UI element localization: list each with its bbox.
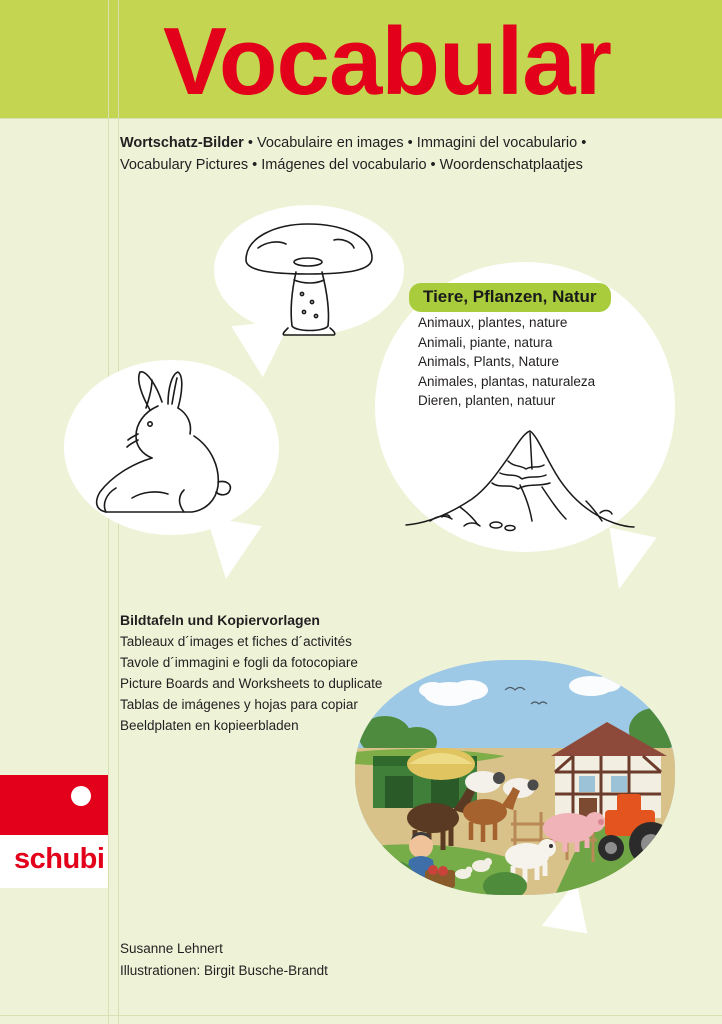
horizontal-rule-bottom	[0, 1015, 722, 1016]
formats-en: Picture Boards and Worksheets to duplicate	[120, 676, 383, 691]
farm-scene-illustration	[355, 660, 675, 895]
topic-translation-it: Animali, piante, natura	[418, 334, 553, 350]
formats-fr: Tableaux d´images et fiches d´activités	[120, 634, 352, 649]
subtitle-bold: Wortschatz-Bilder	[120, 135, 244, 151]
illustrator-name: Illustrationen: Birgit Busche-Brandt	[120, 963, 328, 978]
topic-badge: Tiere, Pflanzen, Natur	[409, 283, 611, 312]
credits-block	[120, 938, 328, 982]
formats-title: Bildtafeln und Kopiervorlagen	[120, 612, 320, 628]
mushroom-drawing	[238, 218, 388, 338]
logo-dot-icon	[71, 786, 91, 806]
publisher-logo-block	[0, 775, 108, 835]
topic-translations	[418, 313, 595, 411]
topic-translation-fr: Animaux, plantes, nature	[418, 315, 568, 330]
page-title: Vocabular	[163, 8, 612, 115]
formats-block	[120, 610, 382, 736]
author-name: Susanne Lehnert	[120, 941, 223, 956]
topic-translation-en: Animals, Plants, Nature	[418, 354, 560, 369]
subtitle-rest: • Vocabulaire en images • Immagini del vocabulario •	[243, 135, 587, 151]
formats-nl: Beeldplaten en kopieerbladen	[120, 718, 299, 733]
subtitle-line-1	[120, 132, 680, 154]
horizontal-rule-top	[0, 118, 722, 119]
topic-translation-nl: Dieren, planten, natuur	[418, 393, 556, 408]
subtitle-block	[120, 132, 680, 176]
publisher-name: schubi	[14, 843, 105, 875]
subtitle-line-2: Vocabulary Pictures • Imágenes del vocabulario • Woordenschatplaatjes	[120, 157, 583, 173]
formats-it: Tavole d´immagini e fogli da fotocopiare	[120, 655, 358, 670]
hare-drawing	[72, 368, 272, 528]
mountain-drawing	[400, 425, 640, 540]
topic-translation-es: Animales, plantas, naturaleza	[418, 373, 596, 389]
formats-es: Tablas de imágenes y hojas para copiar	[120, 697, 358, 712]
